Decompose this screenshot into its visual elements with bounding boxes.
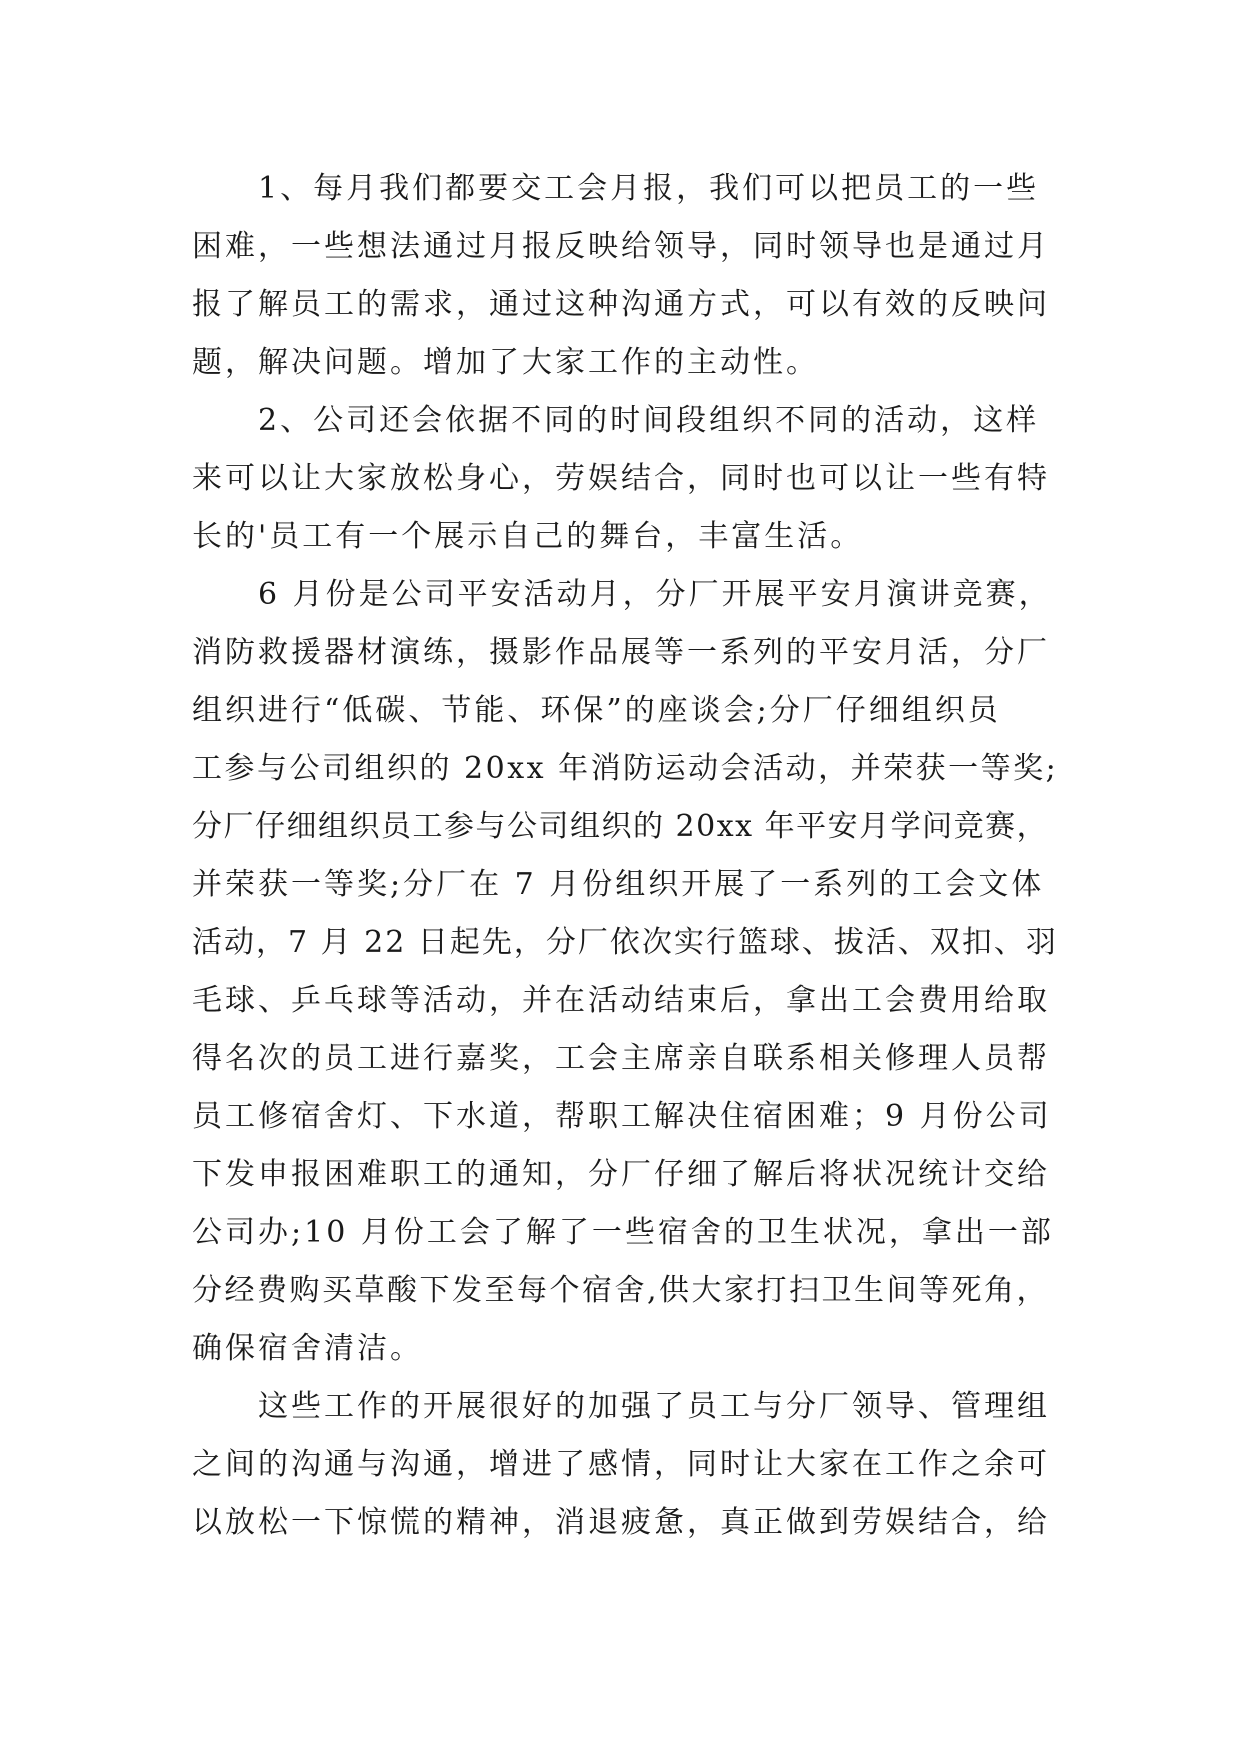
text-line: 这些工作的开展很好的加强了员工与分厂领导、管理组 (192, 1389, 1050, 1424)
body-text (192, 160, 1062, 1552)
text-line: 1、每月我们都要交工会月报，我们可以把员工的一些 (192, 171, 1040, 206)
text-line: 工参与公司组织的 20xx 年消防运动会活动，并荣获一等奖; (192, 751, 1059, 786)
text-line: 并荣获一等奖;分厂在 7 月份组织开展了一系列的工会文体 (192, 867, 1045, 902)
text-line: 困难，一些想法通过月报反映给领导，同时领导也是通过月 (192, 229, 1050, 264)
text-line: 下发申报困难职工的通知，分厂仔细了解后将状况统计交给 (192, 1157, 1050, 1192)
text-line: 6 月份是公司平安活动月，分厂开展平安月演讲竞赛， (192, 577, 1052, 612)
text-line: 员工修宿舍灯、下水道，帮职工解决住宿困难；9 月份公司 (192, 1099, 1052, 1134)
text-line: 消防救援器材演练，摄影作品展等一系列的平安月活，分厂 (192, 635, 1050, 670)
text-line: 得名次的员工进行嘉奖，工会主席亲自联系相关修理人员帮 (192, 1041, 1050, 1076)
text-line: 报了解员工的需求，通过这种沟通方式，可以有效的反映问 (192, 287, 1050, 322)
text-line: 长的'员工有一个展示自己的舞台，丰富生活。 (192, 519, 864, 554)
text-line: 组织进行“低碳、节能、环保”的座谈会;分厂仔细组织员 (192, 693, 1001, 728)
text-line: 分经费购买草酸下发至每个宿舍,供大家打扫卫生间等死角， (192, 1273, 1050, 1308)
text-line: 来可以让大家放松身心，劳娱结合，同时也可以让一些有特 (192, 461, 1050, 496)
text-line: 毛球、乒乓球等活动，并在活动结束后，拿出工会费用给取 (192, 983, 1050, 1018)
text-line: 分厂仔细组织员工参与公司组织的 20xx 年平安月学问竞赛， (192, 809, 1049, 844)
text-line: 题，解决问题。增加了大家工作的主动性。 (192, 345, 819, 380)
text-line: 以放松一下惊慌的精神，消退疲惫，真正做到劳娱结合，给 (192, 1505, 1050, 1540)
text-line: 之间的沟通与沟通，增进了感情，同时让大家在工作之余可 (192, 1447, 1050, 1482)
text-line: 2、公司还会依据不同的时间段组织不同的活动，这样 (192, 403, 1040, 438)
text-line: 公司办;10 月份工会了解了一些宿舍的卫生状况，拿出一部 (192, 1215, 1054, 1250)
text-line: 确保宿舍清洁。 (192, 1331, 423, 1366)
text-line: 活动，7 月 22 日起先，分厂依次实行篮球、拔活、双扣、羽 (192, 925, 1058, 960)
